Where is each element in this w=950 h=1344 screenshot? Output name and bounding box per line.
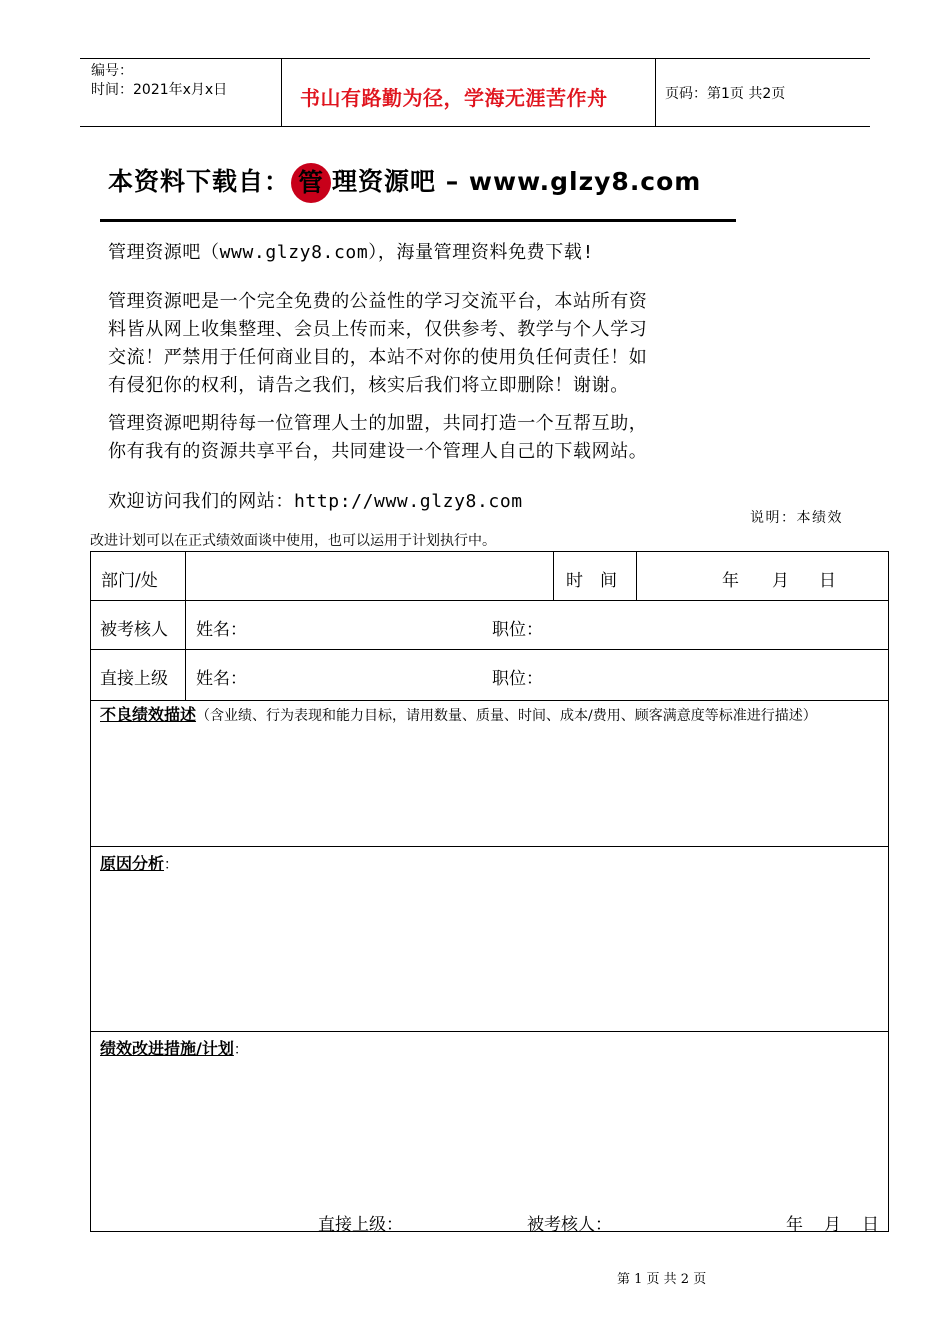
note-part2: 改进计划可以在正式绩效面谈中使用，也可以运用于计划执行中。 [90,533,496,549]
sign-supervisor-label: 直接上级： [318,1215,403,1235]
banner-title [108,162,701,203]
date-month-label: 月 [772,571,789,591]
sign-day-label: 日 [862,1215,879,1235]
supervisor-name-label: 姓名： [196,669,247,689]
row-divider [90,846,889,847]
date-year-label: 年 [722,571,739,591]
section-improvement-plan-colon: ： [233,1042,248,1058]
supervisor-label: 直接上级 [100,669,168,689]
appraisee-position-field[interactable] [546,605,884,645]
section-cause-analysis-colon: ： [164,857,179,873]
sign-year-label: 年 [786,1215,803,1235]
label-column-divider [185,551,186,700]
row-divider [90,1031,889,1032]
section-poor-performance [100,704,884,727]
note-part1: 说明：本绩效 [750,510,843,526]
banner-rule [100,219,736,222]
section-improvement-plan [100,1036,248,1061]
cause-analysis-textarea[interactable] [94,878,884,1026]
date-field[interactable] [640,554,886,598]
date-column-divider [636,551,637,600]
banner-paragraph-line: 交流！严禁用于任何商业目的，本站不对你的使用负任何责任！如 [108,347,648,368]
banner-paragraph-1 [108,288,647,400]
section-improvement-plan-title: 绩效改进措施/计划 [100,1039,234,1058]
banner-paragraph-line: 你有我有的资源共享平台，共同建设一个管理人自己的下载网站。 [108,441,648,462]
banner-paragraph-line: 管理资源吧期待每一位管理人士的加盟，共同打造一个互帮互助， [108,413,648,434]
section-cause-analysis-title: 原因分析 [100,854,165,873]
sign-month-label: 月 [824,1215,841,1235]
banner-paragraph-line: 料皆从网上收集整理、会员上传而来，仅供参考、教学与个人学习 [108,319,648,340]
section-poor-performance-desc: （含业绩、行为表现和能力目标，请用数量、质量、时间、成本/费用、顾客满意度等标准进行描述） [196,708,817,724]
supervisor-position-field[interactable] [546,654,884,696]
dept-field[interactable] [188,554,550,598]
doc-number-label: 编号： [91,63,133,79]
banner-paragraph-2 [108,410,647,466]
banner-paragraph-line: 管理资源吧是一个完全免费的公益性的学习交流平台，本站所有资 [108,291,648,312]
header-divider-left [281,58,282,126]
banner-title-suffix: 理资源吧 – www.glzy8.com [332,167,702,196]
section-poor-performance-title: 不良绩效描述 [100,705,197,724]
header-bottom-rule [80,126,870,127]
appraisee-position-label: 职位： [492,620,543,640]
date-day-label: 日 [819,571,836,591]
row-divider [90,649,889,650]
poor-performance-textarea[interactable] [94,752,884,842]
appraisee-name-label: 姓名： [196,620,247,640]
sign-appraisee-label: 被考核人： [527,1215,612,1235]
header-top-rule [80,58,870,59]
banner-logo: 管 [291,163,331,203]
footer-page-number: 第 1 页 共 2 页 [617,1272,707,1287]
header-page-label: 页码：第1页 共2页 [665,86,786,102]
dept-label: 部门/处 [101,571,158,591]
appraisee-label: 被考核人 [100,620,168,640]
header-divider-right [655,58,656,126]
time-column-divider [553,551,554,600]
doc-date-label: 时间：2021年x月x日 [91,82,228,98]
supervisor-position-label: 职位： [492,669,543,689]
header-motto: 书山有路勤为径，学海无涯苦作舟 [300,86,608,110]
section-cause-analysis [100,851,178,876]
banner-paragraph-line: 有侵犯你的权利，请告之我们，核实后我们将立即删除！谢谢。 [108,375,629,396]
appraisee-name-field[interactable] [250,605,480,645]
banner-title-prefix: 本资料下载自： [108,167,291,196]
supervisor-name-field[interactable] [250,654,480,696]
row-divider [90,700,889,701]
time-label: 时 间 [566,571,617,591]
banner-visit-line: 欢迎访问我们的网站：http://www.glzy8.com [108,491,523,512]
banner-line1: 管理资源吧（www.glzy8.com），海量管理资料免费下载! [108,242,594,263]
row-divider [90,600,889,601]
improvement-plan-textarea[interactable] [94,1062,884,1198]
